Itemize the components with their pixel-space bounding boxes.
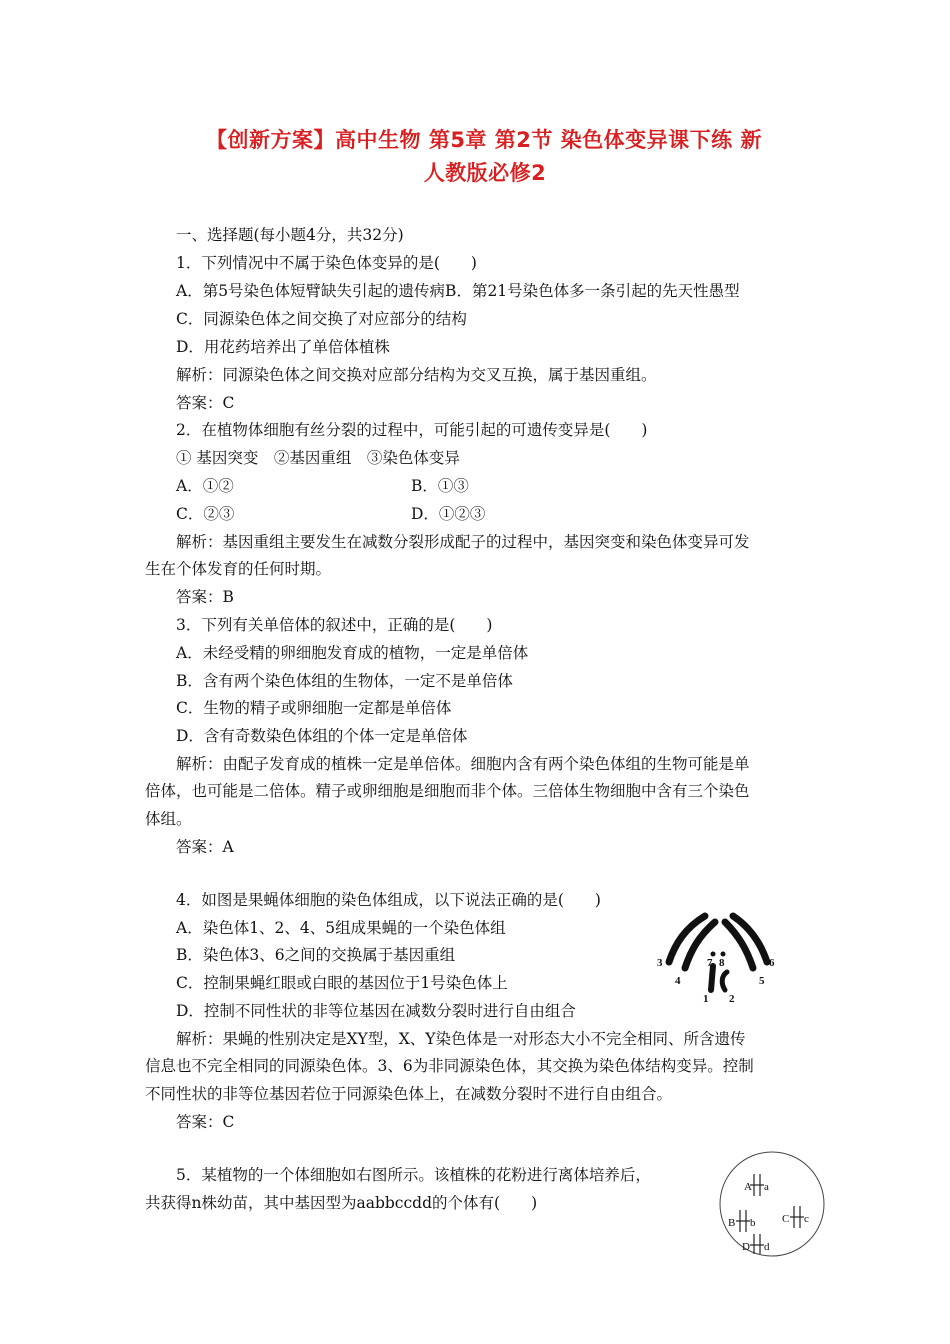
label-6: 6 bbox=[769, 957, 775, 969]
q3-option-d: D．含有奇数染色体组的个体一定是单倍体 bbox=[176, 727, 468, 745]
gene-label-B: B bbox=[728, 1217, 736, 1229]
label-8: 8 bbox=[719, 957, 725, 969]
q2-option-b: B．①③ bbox=[411, 477, 469, 495]
chromosome-7 bbox=[711, 952, 716, 957]
q2-answer: 答案：B bbox=[176, 588, 234, 606]
document-title-line-1: 【创新方案】高中生物 第5章 第2节 染色体变异课下练 新 bbox=[206, 128, 762, 152]
q4-option-c: C．控制果蝇红眼或白眼的基因位于1号染色体上 bbox=[176, 974, 508, 992]
q3-option-c: C．生物的精子或卵细胞一定都是单倍体 bbox=[176, 699, 452, 717]
q2-analysis-line-1: 解析：基因重组主要发生在减数分裂形成配子的过程中，基因突变和染色体变异可发 bbox=[176, 533, 750, 551]
q3-option-b: B．含有两个染色体组的生物体，一定不是单倍体 bbox=[176, 672, 513, 690]
gene-label-c: c bbox=[804, 1213, 809, 1225]
section-heading: 一、选择题(每小题4分，共32分) bbox=[176, 226, 404, 244]
q3-answer: 答案：A bbox=[176, 838, 234, 856]
plant-cell-gene-figure bbox=[718, 1150, 826, 1258]
chromosome-1 bbox=[711, 966, 713, 990]
gene-label-a: a bbox=[764, 1181, 769, 1193]
q2-items: ① 基因突变 ②基因重组 ③染色体变异 bbox=[176, 449, 460, 467]
gene-label-b: b bbox=[750, 1217, 756, 1229]
gene-label-d: d bbox=[764, 1241, 770, 1253]
q3-analysis-line-2: 倍体，也可能是二倍体。精子或卵细胞是细胞而非个体。三倍体生物细胞中含有三个染色 bbox=[145, 782, 750, 800]
question-1: 1．下列情况中不属于染色体变异的是( ) bbox=[176, 254, 477, 272]
q1-analysis: 解析：同源染色体之间交换对应部分结构为交叉互换，属于基因重组。 bbox=[176, 366, 657, 384]
question-5-line-2: 共获得n株幼苗，其中基因型为aabbccdd的个体有( ) bbox=[145, 1194, 538, 1212]
gene-label-C: C bbox=[782, 1213, 790, 1225]
label-4: 4 bbox=[675, 975, 681, 987]
chromosome-8 bbox=[721, 952, 726, 957]
label-7: 7 bbox=[707, 957, 713, 969]
q1-option-ab: A．第5号染色体短臂缺失引起的遗传病B．第21号染色体多一条引起的先天性愚型 bbox=[176, 282, 740, 300]
chromosome-2 bbox=[722, 972, 727, 990]
cell-outline bbox=[720, 1152, 824, 1256]
q3-analysis-line-1: 解析：由配子发育成的植株一定是单倍体。细胞内含有两个染色体组的生物可能是单 bbox=[176, 755, 750, 773]
q4-analysis-line-2: 信息也不完全相同的同源染色体。3、6为非同源染色体，其交换为染色体结构变异。控制 bbox=[145, 1057, 754, 1075]
q4-analysis-line-1: 解析：果蝇的性别决定是XY型，X、Y染色体是一对形态大小不完全相同、所含遗传 bbox=[176, 1030, 746, 1048]
question-5-line-1: 5．某植物的一个体细胞如右图所示。该植株的花粉进行离体培养后， bbox=[176, 1166, 651, 1184]
q4-option-b: B．染色体3、6之间的交换属于基因重组 bbox=[176, 946, 456, 964]
q4-answer: 答案：C bbox=[176, 1113, 235, 1131]
label-5: 5 bbox=[759, 975, 765, 987]
q2-option-c: C．②③ bbox=[176, 505, 235, 523]
label-3: 3 bbox=[657, 957, 663, 969]
q2-analysis-line-2: 生在个体发育的任何时期。 bbox=[145, 560, 332, 578]
q2-option-a: A．①② bbox=[176, 477, 234, 495]
q2-option-d: D．①②③ bbox=[411, 505, 486, 523]
q1-answer: 答案：C bbox=[176, 394, 235, 412]
gene-label-A: A bbox=[744, 1181, 752, 1193]
q3-analysis-line-3: 体组。 bbox=[145, 810, 192, 828]
q4-analysis-line-3: 不同性状的非等位基因若位于同源染色体上，在减数分裂时不进行自由组合。 bbox=[145, 1085, 673, 1103]
label-2: 2 bbox=[729, 993, 735, 1005]
q4-option-a: A．染色体1、2、4、5组成果蝇的一个染色体组 bbox=[176, 919, 506, 937]
question-2: 2．在植物体细胞有丝分裂的过程中，可能引起的可遗传变异是( ) bbox=[176, 421, 648, 439]
document-title-line-2: 人教版必修2 bbox=[423, 161, 547, 185]
label-1: 1 bbox=[703, 993, 709, 1005]
q1-option-c: C．同源染色体之间交换了对应部分的结构 bbox=[176, 310, 467, 328]
question-3: 3．下列有关单倍体的叙述中，正确的是( ) bbox=[176, 616, 493, 634]
gene-label-D: D bbox=[742, 1241, 750, 1253]
q4-option-d: D．控制不同性状的非等位基因在减数分裂时进行自由组合 bbox=[176, 1002, 576, 1020]
q1-option-d: D．用花药培养出了单倍体植株 bbox=[176, 338, 390, 356]
fruit-fly-chromosome-figure bbox=[655, 910, 785, 1010]
q3-option-a: A．未经受精的卵细胞发育成的植物，一定是单倍体 bbox=[176, 644, 529, 662]
question-4: 4．如图是果蝇体细胞的染色体组成，以下说法正确的是( ) bbox=[176, 891, 601, 909]
